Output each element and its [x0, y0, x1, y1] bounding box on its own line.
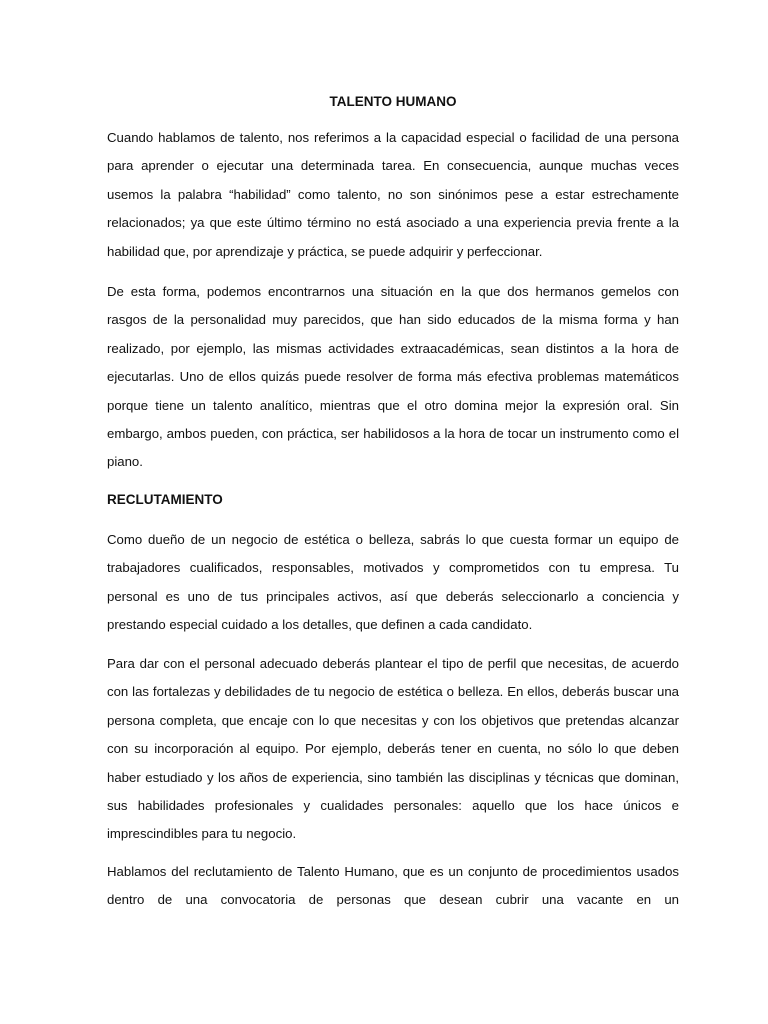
section-paragraph-2: Para dar con el personal adecuado deberás plantear el tipo de perfil que necesitas, de acuerdo con las fortalezas y debilidades de tu negocio de estética o belleza. En ellos, deberás buscar una persona completa, que encaje con lo que necesitas y con los objetivos que pretendas alcanzar con su incorporación al equipo. Por ejemplo, deberás tener en cuenta, no sólo lo que deben haber estudiado y los años de experiencia, sino también las disciplinas y técnicas que dominan, sus habilidades profesionales y cualidades personales: aquello que los hace únicos e imprescindibles para tu negocio. [107, 656, 679, 842]
section-paragraph-3: Hablamos del reclutamiento de Talento Humano, que es un conjunto de procedimientos usados dentro de una convocatoria de personas que desean cubrir una vacante en un [107, 864, 679, 908]
section-heading-reclutamiento: RECLUTAMIENTO [107, 492, 223, 507]
section-paragraph-1: Como dueño de un negocio de estética o belleza, sabrás lo que cuesta formar un equipo de trabajadores cualificados, responsables, motivados y comprometidos con tu empresa. Tu personal es uno de tus principales activos, así que deberás seleccionarlo a conciencia y prestando especial cuidado a los detalles, que definen a cada candidato. [107, 532, 679, 633]
document-title: TALENTO HUMANO [329, 94, 457, 109]
intro-paragraph-2: De esta forma, podemos encontrarnos una situación en la que dos hermanos gemelos con rasgos de la personalidad muy parecidos, que han sido educados de la misma forma y han realizado, por ejemplo, las mismas actividades extraacadémicas, sean distintos a la hora de ejecutarlas. Uno de ellos quizás puede resolver de forma más efectiva problemas matemáticos porque tiene un talento analítico, mientras que el otro domina mejor la expresión oral. Sin embargo, ambos pueden, con práctica, ser habilidosos a la hora de tocar un instrumento como el piano. [107, 284, 679, 470]
intro-paragraph-1: Cuando hablamos de talento, nos referimos a la capacidad especial o facilidad de una persona para aprender o ejecutar una determinada tarea. En consecuencia, aunque muchas veces usemos la palabra “habilidad” como talento, no son sinónimos pese a estar estrechamente relacionados; ya que este último término no está asociado a una experiencia previa frente a la habilidad que, por aprendizaje y práctica, se puede adquirir y perfeccionar. [107, 130, 679, 259]
